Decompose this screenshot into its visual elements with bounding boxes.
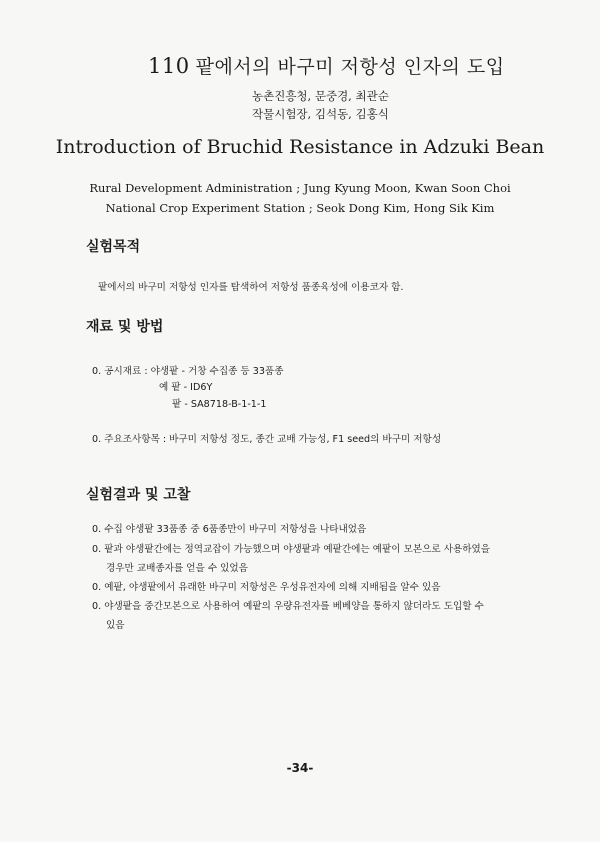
results-line: 경우만 교배종자를 얻을 수 있었음	[106, 563, 248, 574]
results-line: 0. 수집 야생팥 33품종 중 6품종만이 바구미 저항성을 나타내었음	[92, 524, 367, 535]
results-heading: 실험결과 및 고찰	[86, 487, 191, 503]
paper-number: 110	[148, 54, 190, 78]
methods-line: 0. 공시재료 : 야생팥 - 거창 수집종 등 33품종	[92, 366, 284, 377]
korean-authors-line1: 농촌진흥청, 문중경, 최관순	[252, 89, 389, 103]
purpose-heading: 실험목적	[86, 239, 141, 255]
results-line: 있음	[106, 620, 125, 631]
english-title: Introduction of Bruchid Resistance in Adzuki Bean	[55, 136, 545, 158]
results-line: 0. 예팥, 야생팥에서 유래한 바구미 저항성은 우성유전자에 의해 지배됨을 알수 있음	[92, 582, 441, 593]
english-authors-line2: National Crop Experiment Station ; Seok Dong Kim, Hong Sik Kim	[105, 201, 495, 215]
korean-authors-line2: 작물시험장, 김석동, 김홍식	[252, 107, 389, 121]
page-number: -34-	[286, 761, 314, 775]
korean-title-text: 팥에서의 바구미 저항성 인자의 도입	[195, 56, 505, 78]
methods-line: 0. 주요조사항목 : 바구미 저항성 정도, 종간 교배 가능성, F1 seed의 바구미 저항성	[92, 434, 442, 445]
english-authors-line1: Rural Development Administration ; Jung Kyung Moon, Kwan Soon Choi	[89, 181, 511, 195]
results-line: 0. 야생팥을 중간모본으로 사용하여 예팥의 우량유전자를 베베양을 통하지 않더라도 도입할 수	[92, 601, 484, 612]
results-line: 0. 팥과 야생팥간에는 정역교잡이 가능했으며 야생팥과 예팥간에는 예팥이 모본으로 사용하였을	[92, 544, 491, 555]
methods-line: 팥 - SA8718-B-1-1-1	[172, 399, 267, 410]
purpose-text: 팥에서의 바구미 저항성 인자를 탐색하여 저항성 품종육성에 이용코자 함.	[98, 282, 404, 293]
korean-title	[148, 52, 505, 79]
methods-heading: 재료 및 방법	[86, 319, 164, 335]
methods-line: 예 팥 - ID6Y	[159, 382, 213, 393]
